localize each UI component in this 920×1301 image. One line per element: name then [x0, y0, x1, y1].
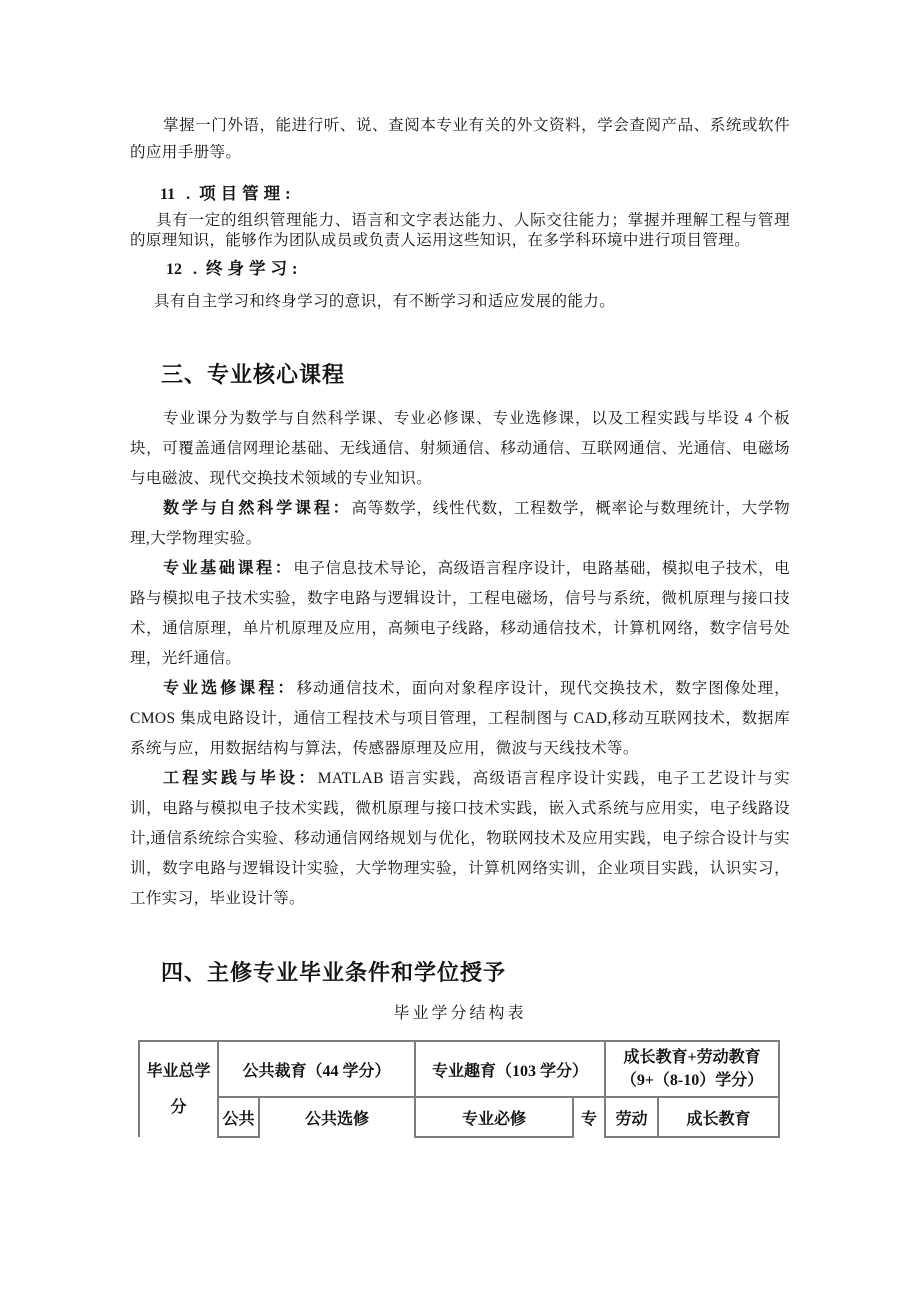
section-3-heading: 三、专业核心课程: [161, 362, 346, 387]
paragraph-item-11-body: 具有一定的组织管理能力、语言和文字表达能力、人际交往能力；掌握并理解工程与管理的原理知识，能够作为团队成员或负责人运用这些知识，在多学科环境中进行项目管理。: [130, 212, 790, 249]
course-group-label-practice: 工程实践与毕设：: [163, 770, 318, 787]
item-11-number: 11: [160, 186, 176, 203]
table-cell-growth-education: 成长教育: [658, 1097, 779, 1137]
item-11-heading: [130, 182, 790, 207]
item-11-dot: .: [186, 186, 191, 203]
item-11-title: 项目管理:: [199, 184, 296, 203]
course-group-content-foundation: 电子信息技术导论，高级语言程序设计，电路基础，模拟电子技术，电路与模拟电子技术实验，数字电路与逻辑设计，工程电磁场，信号与系统，微机原理与接口技术，通信原理，单片机原理及应用，高频电子线路，移动通信技术，计算机网络，数字信号处理，光纤通信。: [130, 560, 790, 667]
section-4-heading: 四、主修专业毕业条件和学位授予: [161, 960, 507, 985]
table-cell-growth-labor-education-header: 成长教育+劳动教育（9+（8-10）学分）: [605, 1041, 779, 1097]
course-group-content-practice: MATLAB 语言实践，高级语言程序设计实践，电子工艺设计与实训，电路与模拟电子技术实践，微机原理与接口技术实践，嵌入式系统与应用实，电子线路设计,通信系统综合实验、移动通信网络规划与优化，物联网技术及应用实践，电子综合设计与实训，数字电路与逻辑设计实验，大学物理实验，计算机网络实训，企业项目实践，认识实习，工作实习，毕业设计等。: [130, 770, 790, 907]
paragraph-engineering-practice-courses: [130, 764, 790, 914]
item-12-dot: .: [193, 261, 197, 278]
paragraph-major-elective-courses: [130, 674, 790, 764]
table-cell-major-required: 专业必修: [415, 1097, 573, 1137]
table-cell-public-education-header: 公共裁育（44 学分）: [218, 1041, 415, 1097]
table-cell-major-cutoff: 专: [573, 1097, 605, 1137]
table-caption: 毕业学分结构表: [393, 1005, 527, 1022]
course-group-label-foundation: 专业基础课程：: [163, 560, 294, 577]
paragraph-item-12-body: 具有自主学习和终身学习的意识，有不断学习和适应发展的能力。: [154, 293, 616, 310]
paragraph-foreign-language: 掌握一门外语，能进行听、说、查阅本专业有关的外文资料，学会查阅产品、系统或软件的应用手册等。: [130, 117, 790, 161]
paragraph-math-science-courses: [130, 494, 790, 554]
item-12-title: 终身学习:: [206, 259, 303, 278]
course-group-label-math-science: 数学与自然科学课程：: [163, 500, 352, 517]
item-12-number: 12: [166, 261, 182, 278]
table-cell-total-credits: 毕业总学分: [139, 1041, 218, 1137]
course-group-content-math-science: 高等数学，线性代数，工程数学，概率论与数理统计，大学物理,大学物理实验。: [130, 500, 790, 547]
table-cell-public-required: 公共: [218, 1097, 259, 1137]
graduation-credits-table: [138, 1040, 780, 1138]
table-cell-labor: 劳动: [605, 1097, 658, 1137]
course-group-content-elective: 移动通信技术，面向对象程序设计，现代交换技术，数字图像处理，CMOS 集成电路设计，通信工程技术与项目管理，工程制图与 CAD,移动互联网技术，数据库系统与应，用数据结构与算法，传感器原理及应用，微波与天线技术等。: [130, 680, 790, 757]
table-cell-public-elective: 公共选修: [259, 1097, 415, 1137]
table-cell-major-education-header: 专业趣育（103 学分）: [415, 1041, 605, 1097]
item-12-heading: [130, 257, 790, 282]
course-group-label-elective: 专业选修课程：: [163, 680, 297, 697]
paragraph-major-foundation-courses: [130, 554, 790, 674]
paragraph-section-3-intro: 专业课分为数学与自然科学课、专业必修课、专业选修课，以及工程实践与毕设 4 个板块，可覆盖通信网理论基础、无线通信、射频通信、移动通信、互联网通信、光通信、电磁场与电磁波、现代交换技术领域的专业知识。: [130, 410, 790, 487]
